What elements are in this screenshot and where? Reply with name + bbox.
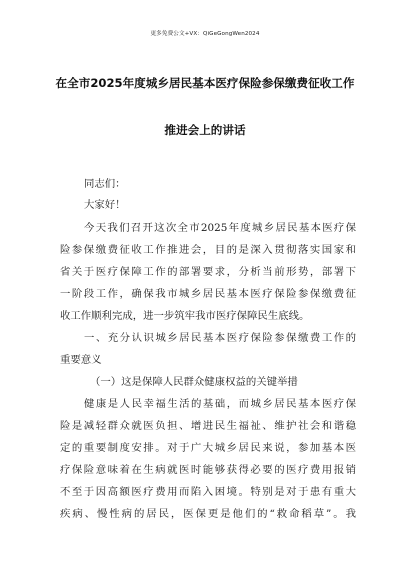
salutation-greeting: 大家好！	[84, 199, 126, 211]
paragraph-2-line: 不至于因高额医疗费用而陷入困境。特别是对于患有重大	[60, 486, 356, 498]
paragraph-2-line: 险是减轻群众就医负担、增进民生福祉、维护社会和谐稳	[60, 420, 356, 432]
paragraph-1-line: 险参保缴费征收工作推进会，目的是深入贯彻落实国家和	[60, 244, 356, 256]
subsection-heading-1: （一）这是保障人民群众健康权益的关键举措	[90, 376, 298, 388]
header-note: 更多免费公文+VX：QiGeGongWen2024	[150, 31, 260, 37]
paragraph-2-line: 疾病、慢性病的居民，医保更是他们的“救命稻草”。我	[60, 508, 356, 520]
paragraph-1-line: 收工作顺利完成，进一步筑牢我市医疗保障民生底线。	[60, 310, 310, 322]
paragraph-2-line: 疗保险意味着在生病就医时能够获得必要的医疗费用报销	[60, 464, 356, 476]
section-heading-1-line: 一、充分认识城乡居民基本医疗保险参保缴费工作的	[84, 332, 356, 344]
section-heading-1-line: 重要意义	[60, 354, 102, 366]
document-title-line-2: 推进会上的讲话	[164, 123, 246, 137]
paragraph-1-line: 省关于医疗保障工作的部署要求，分析当前形势，部署下	[60, 266, 356, 278]
paragraph-1-line: 一阶段工作，确保我市城乡居民基本医疗保险参保缴费征	[60, 288, 356, 300]
document-title-line-1: 在全市2025年度城乡居民基本医疗保险参保缴费征收工作	[55, 76, 355, 90]
salutation-colleagues: 同志们：	[84, 178, 126, 190]
paragraph-2-line: 健康是人民幸福生活的基础，而城乡居民基本医疗保	[84, 398, 356, 410]
paragraph-2-line: 定的重要制度安排。对于广大城乡居民来说，参加基本医	[60, 442, 356, 454]
paragraph-1-line: 今天我们召开这次全市2025年度城乡居民基本医疗保	[84, 222, 356, 234]
